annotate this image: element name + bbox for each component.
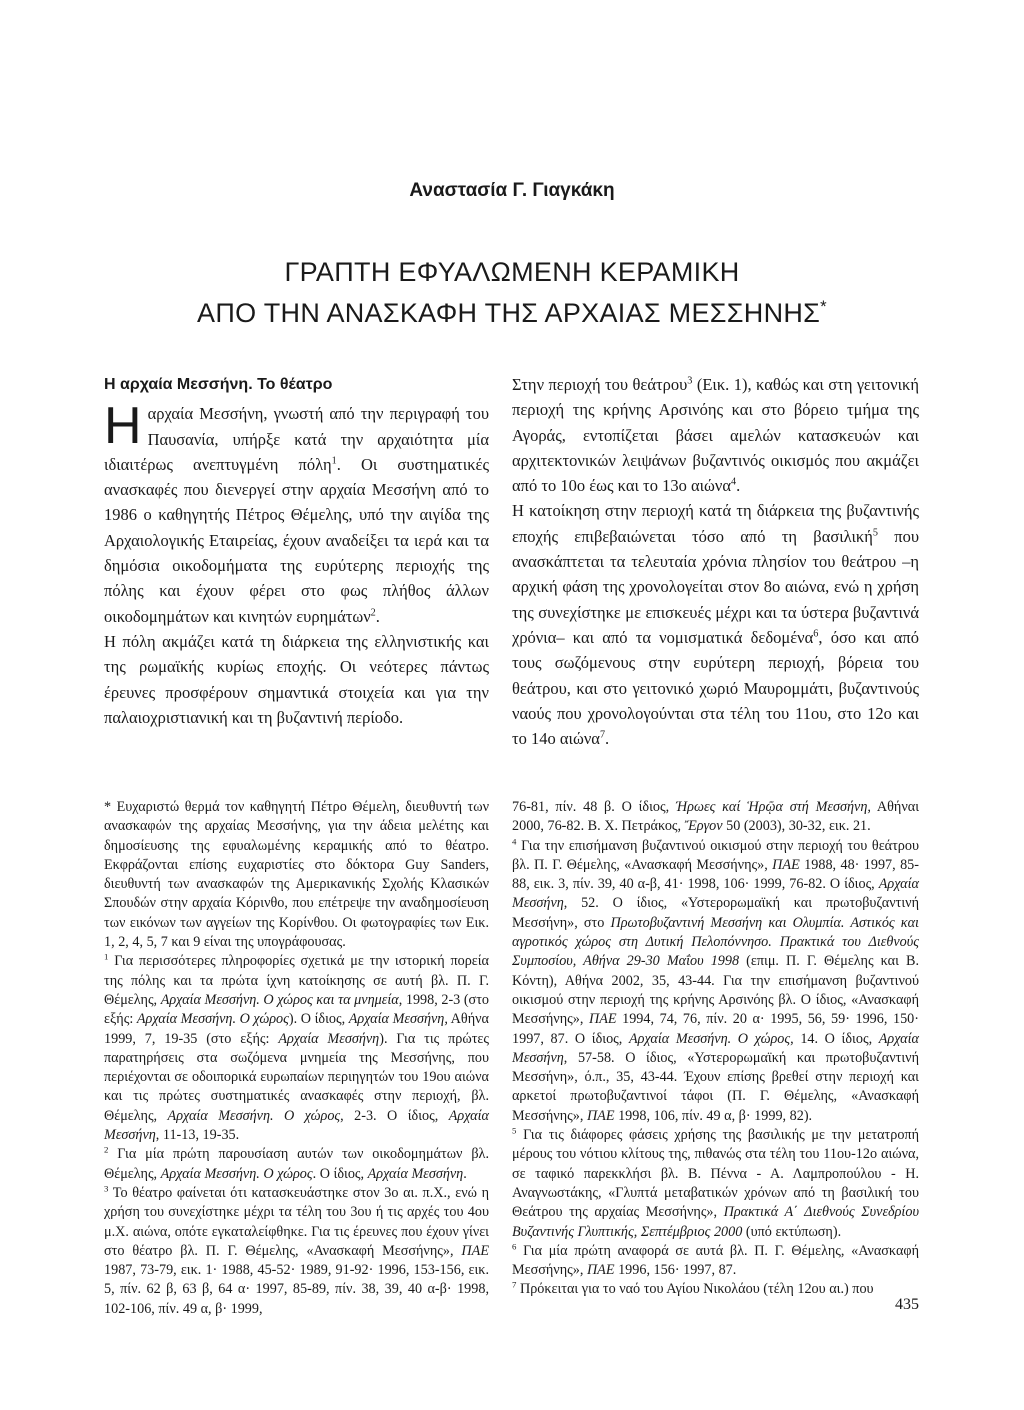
text-run: . Οι συστηματικές ανασκαφές που διενεργεί στην αρχαία Μεσσήνη από το 1986 ο καθηγητής Πέτρος Θέμελης, υπό την αιγίδα της Αρχαιολογικής Εταιρείας, έχουν αναδείξει τα ιερά και τα δημόσια οικοδομήματα της ευρύτερης περιοχής της πόλης και έχουν φέρει στο φως πλήθος άλλων οικοδομημάτων και κινητών ευρημάτων [104, 454, 489, 626]
footnote-number: 5 [512, 1125, 517, 1136]
text-run: (επιμ. Π. Γ. Θέμελης και Β. Κόντη), Αθήνα 2002, 35, 43-44. Για την επισήμανση βυζαντινού οικισμού στην περιοχή της κρήνης Αρσινόης βλ. Ο ίδιος, «Ανασκαφή Μεσσήνης», [512, 953, 920, 1028]
text-run: , 1998, 2-3 (στο εξής: [104, 991, 489, 1028]
text-run: , 52. Ο ίδιος, «Υστερορωμαϊκή και πρωτοβυζαντινή Μεσσήνη», στο [512, 895, 919, 931]
left-paragraph-2: Η πόλη ακμάζει κατά τη διάρκεια της ελληνιστικής και της ρωμαϊκής κυρίως εποχής. Οι νεότερες πάντως έρευνες προσφέρουν σημαντικά στοιχεία και για την παλαιοχριστιανική και τη βυζαντινή περίοδο. [104, 631, 489, 727]
footnote-ref-1[interactable]: 1 [331, 455, 337, 467]
footnote-number: 4 [512, 835, 517, 846]
right-footnotes-column [512, 798, 919, 1300]
footnote-ref-4[interactable]: 4 [731, 476, 737, 488]
text-run: 1988, 48· 1997, 85-88, εικ. 3, πίν. 39, 40 α-β, 41· 1998, 106· 1999, 76-82. Ο ίδιος, [512, 856, 919, 893]
italic-run: Ήρωες καί Ἡρῷα στή Μεσσήνη, [675, 799, 871, 815]
italic-run: ΠΑΕ [772, 856, 800, 873]
text-run: 1994, 74, 76, πίν. 20 α· 1995, 56, 59· 1996, 150· 1997, 87. Ο ίδιος, [512, 1011, 919, 1047]
italic-run: Αρχαία Μεσσήνη. Ο χώρος και τα μνημεία [160, 991, 399, 1008]
italic-run: Ἔργον [684, 818, 723, 835]
italic-run: ΠΑΕ [461, 1242, 489, 1259]
left-body-column [104, 372, 489, 730]
title-footnote-marker: * [820, 297, 827, 316]
text-run: 1996, 156· 1997, 87. [614, 1262, 737, 1279]
text-run: Αθήναι 2000, 76-82. Β. Χ. Πετράκος, [512, 799, 920, 835]
footnote-5 [512, 1126, 919, 1242]
text-run: Για μία πρώτη παρουσίαση αυτών των οικοδομημάτων βλ. Θέμελης, [104, 1146, 489, 1182]
text-run: . [736, 476, 741, 496]
footnote-star: * Ευχαριστώ θερμά τον καθηγητή Πέτρο Θέμελη, διευθυντή των ανασκαφών της αρχαίας Μεσσήνης, για την άδεια μελέτης και δημοσίευσης της εφυαλωμένης κεραμικής από το θέατρο. Εκφράζονται επίσης ευχαριστίες στο δόκτορα Guy Sanders, διευθυντή των ανασκαφών της Αμερικανικής Σχολής Κλασικών Σπουδών στην αρχαία Κόρινθο, που επέτρεψε την αναδημοσίευση των εικόνων των αγγείων της Κορίνθου. Οι φωτογραφίες των Εικ. 1, 2, 4, 5, 7 και 9 είναι της υπογράφουσας. [104, 799, 489, 951]
italic-run: Αρχαία Μεσσήνη. Ο χώρος [167, 1107, 341, 1124]
right-body-column [512, 372, 919, 751]
italic-run: Αρχαία Μεσσήνη [367, 1165, 464, 1182]
title-line-1: ΓΡΑΠΤΗ ΕΦΥΑΛΩΜΕΝΗ ΚΕΡΑΜΙΚΗ [284, 257, 740, 287]
italic-run: ΠΑΕ [588, 1011, 617, 1028]
italic-run: Αρχαία Μεσσήνη. Ο χώρος [136, 1011, 289, 1028]
text-run: 1987, 73-79, εικ. 1· 1988, 45-52· 1989, 91-92· 1996, 153-156, εικ. 5, πίν. 62 β, 63 β, 64 α· 1997, 85-89, πίν. 38, 39, 40 α-β· 1998, 102-106, πίν. 49 α, β· 1999, [104, 1262, 489, 1317]
italic-run: Πρακτικά Α΄ Διεθνούς Συνεδρίου Βυζαντινής Γλυπτικής, Σεπτέμβριος 2000 [512, 1204, 919, 1240]
text-run: , 57-58. Ο ίδιος, «Υστερορωμαϊκή και πρωτοβυζαντινή Μεσσήνη», ό.π., 35, 43-44. Έχουν επίσης βρεθεί στην περιοχή και αρκετοί πρωτοβυζαντινοί τάφοι (Π. Γ. Θέμελης, «Ανασκαφή Μεσσήνης», [512, 1049, 919, 1124]
footnote-number: 2 [104, 1144, 109, 1155]
text-run: που ανασκάπτεται τα τελευταία χρόνια πλησίον του θεάτρου –η αρχική φάση της χρονολογείται στον 8ο αιώνα, ενώ η χρήση της συνεχίστηκε με επισκευές μέχρι και τα ύστερα βυζαντινά χρόνια– και από τα νομισματικά δεδομένα [512, 526, 920, 647]
author-name: Αναστασία Γ. Γιαγκάκη [409, 180, 615, 201]
title-line-2 [0, 293, 1024, 334]
drop-cap: Η [104, 397, 142, 456]
footnote-number: 7 [512, 1279, 517, 1290]
italic-run: Αρχαία Μεσσήνη [278, 1030, 380, 1047]
text-run: Η κατοίκηση στην περιοχή κατά τη διάρκεια της βυζαντινής εποχής επιβεβαιώνεται τόσο από τη βασιλική [512, 501, 919, 546]
footnote-3 [104, 1184, 489, 1319]
footnote-3-continued [512, 798, 919, 837]
text-run: , 11-13, 19-35. [155, 1127, 240, 1144]
text-run: , όσο και από τους σωζόμενους στην ευρύτερη περιοχή, βόρεια του θεάτρου, και στο γειτονικό χωριό Μαυρομμάτι, βυζαντινούς ναούς που χρονολογούνται στα τέλη του 11ου, στο 12ο και το 14ο αιώνα [512, 627, 919, 749]
page-number: 435 [895, 1296, 919, 1313]
footnote-number: 6 [512, 1241, 517, 1252]
section-heading: Η αρχαία Μεσσήνη. Το θέατρο [104, 376, 333, 393]
footnote-2 [104, 1145, 489, 1184]
footnote-ref-6[interactable]: 6 [813, 628, 819, 640]
text-run: Στην περιοχή του θεάτρου [512, 375, 688, 394]
italic-run: Αρχαία Μεσσήνη. Ο χώρος [160, 1165, 313, 1182]
italic-run: Αρχαία Μεσσήνη, [348, 1011, 448, 1028]
text-run: Το θέατρο φαίνεται ότι κατασκευάστηκε στον 3ο αι. π.Χ., ενώ η χρήση του συνεχίστηκε μέχρι τα τέλη του 3ου ή τις αρχές του 4ου μ.Χ. αιώνα, οπότε εγκαταλείφθηκε. Για τις έρευνες που έχουν γίνει στο θέατρο βλ. Π. Γ. Θέμελης, «Ανασκαφή Μεσσήνης», [104, 1184, 489, 1259]
text-run: 76-81, πίν. 48 β. Ο ίδιος, [512, 799, 676, 815]
text-run: αρχαία Μεσσήνη, γνωστή από την περιγραφή του Παυσανία, υπήρξε κατά την αρχαιότητα μία ιδιαιτέρως ανεπτυγμένη πόλη [104, 404, 489, 474]
text-run: Για μία πρώτη αναφορά σε αυτά βλ. Π. Γ. Θέμελης, «Ανασκαφή Μεσσήνης», [512, 1242, 919, 1279]
italic-run: Αρχαία Μεσσήνη [512, 1030, 920, 1066]
text-run: . Ο ίδιος, [312, 1165, 368, 1182]
footnote-ref-5[interactable]: 5 [872, 527, 878, 539]
text-run: , 14. Ο ίδιος, [790, 1030, 879, 1047]
footnote-6 [512, 1242, 919, 1281]
italic-run: Αρχαία Μεσσήνη [512, 876, 919, 912]
text-run: Για την επισήμανση βυζαντινού οικισμού στην περιοχή του θεάτρου βλ. Π. Γ. Θέμελης, «Ανασκαφή Μεσσήνης», [512, 837, 919, 873]
text-run: (Εικ. 1), καθώς και στη γειτονική περιοχή της κρήνης Αρσινόης και στο βόρειο τμήμα της Αγοράς, εντοπίζεται βάσει αμελών κατασκευών και αρχιτεκτονικών λειψάνων βυζαντινός οικισμός που ακμάζει από το 10ο έως και το 13ο αιώνα [512, 375, 919, 496]
text-run: ). Για τις πρώτες παρατηρήσεις στα σωζόμενα μνημεία της Μεσσήνης, που περιέχονται σε οδοιπορικά ευρωπαίων περιηγητών του 19ου αιώνα και τις πρώτες συστηματικές ανασκαφές στην περιοχή, βλ. Θέμελης, [104, 1030, 489, 1124]
text-run: 1998, 106, πίν. 49 α, β· 1999, 82). [614, 1107, 813, 1124]
text-run: , 2-3. Ο ίδιος, [340, 1107, 449, 1124]
left-footnotes-column [104, 798, 489, 1319]
italic-run: Αρχαία Μεσσήνη. Ο χώρος [628, 1030, 791, 1047]
italic-run: ΠΑΕ [586, 1107, 615, 1124]
text-run: (υπό εκτύπωση). [742, 1223, 842, 1240]
italic-run: Πρωτοβυζαντινή Μεσσήνη και Ολυμπία. Αστικός και αγροτικός χώρος στη Δυτική Πελοπόννησο. Πρακτικά του Διεθνούς Συμποσίου, Αθήνα 29-30 Μαΐου 1998 [512, 914, 919, 970]
right-paragraph-1 [512, 372, 919, 498]
text-run: 50 (2003), 30-32, εικ. 21. [722, 818, 871, 835]
footnote-1 [104, 952, 489, 1145]
text-run: Για τις διάφορες φάσεις χρήσης της βασιλικής με την μετατροπή μέρους του νότιου κλίτους της, πιθανώς στα τέλη του 11ου-12ο αιώνα, σε ταφικό παρεκκλήσι βλ. Β. Πέννα - Α. Λαμπροπούλου - Η. Αναγνωστάκης, «Γλυπτά μεταβατικών χρόνων από τη βασιλική του Θεάτρου της αρχαίας Μεσσήνης», [512, 1127, 919, 1221]
title-line-2-text: ΑΠΟ ΤΗΝ ΑΝΑΣΚΑΦΗ ΤΗΣ ΑΡΧΑΙΑΣ ΜΕΣΣΗΝΗΣ [197, 298, 821, 328]
footnote-number: 1 [104, 951, 109, 962]
footnote-ref-3[interactable]: 3 [687, 375, 693, 387]
footnote-4 [512, 837, 919, 1126]
text-run: Για περισσότερες πληροφορίες σχετικά με την ιστορική πορεία της πόλης και τα πρώτα ίχνη κατοίκησης σε αυτή βλ. Π. Γ. Θέμελης, [104, 953, 489, 1008]
footnote-ref-2[interactable]: 2 [370, 607, 376, 619]
italic-run: ΠΑΕ [586, 1262, 615, 1279]
text-run: . [605, 729, 610, 749]
article-title [0, 252, 1024, 334]
footnote-ref-7[interactable]: 7 [599, 729, 606, 741]
footnote-number: 3 [104, 1183, 109, 1194]
right-paragraph-2 [512, 498, 919, 751]
text-run: Πρόκειται για το ναό του Αγίου Νικολάου (τέλη 12ου αι.) που [516, 1281, 874, 1298]
footnote-7 [512, 1280, 919, 1299]
italic-run: Αρχαία Μεσσήνη [104, 1107, 489, 1144]
text-run: Αθήνα 1999, 7, 19-35 (στο εξής: [104, 1011, 489, 1047]
text-run: . [375, 606, 380, 626]
left-paragraph-1 [104, 397, 489, 629]
text-run: ). Ο ίδιος, [288, 1011, 349, 1028]
text-run: . [463, 1165, 467, 1182]
